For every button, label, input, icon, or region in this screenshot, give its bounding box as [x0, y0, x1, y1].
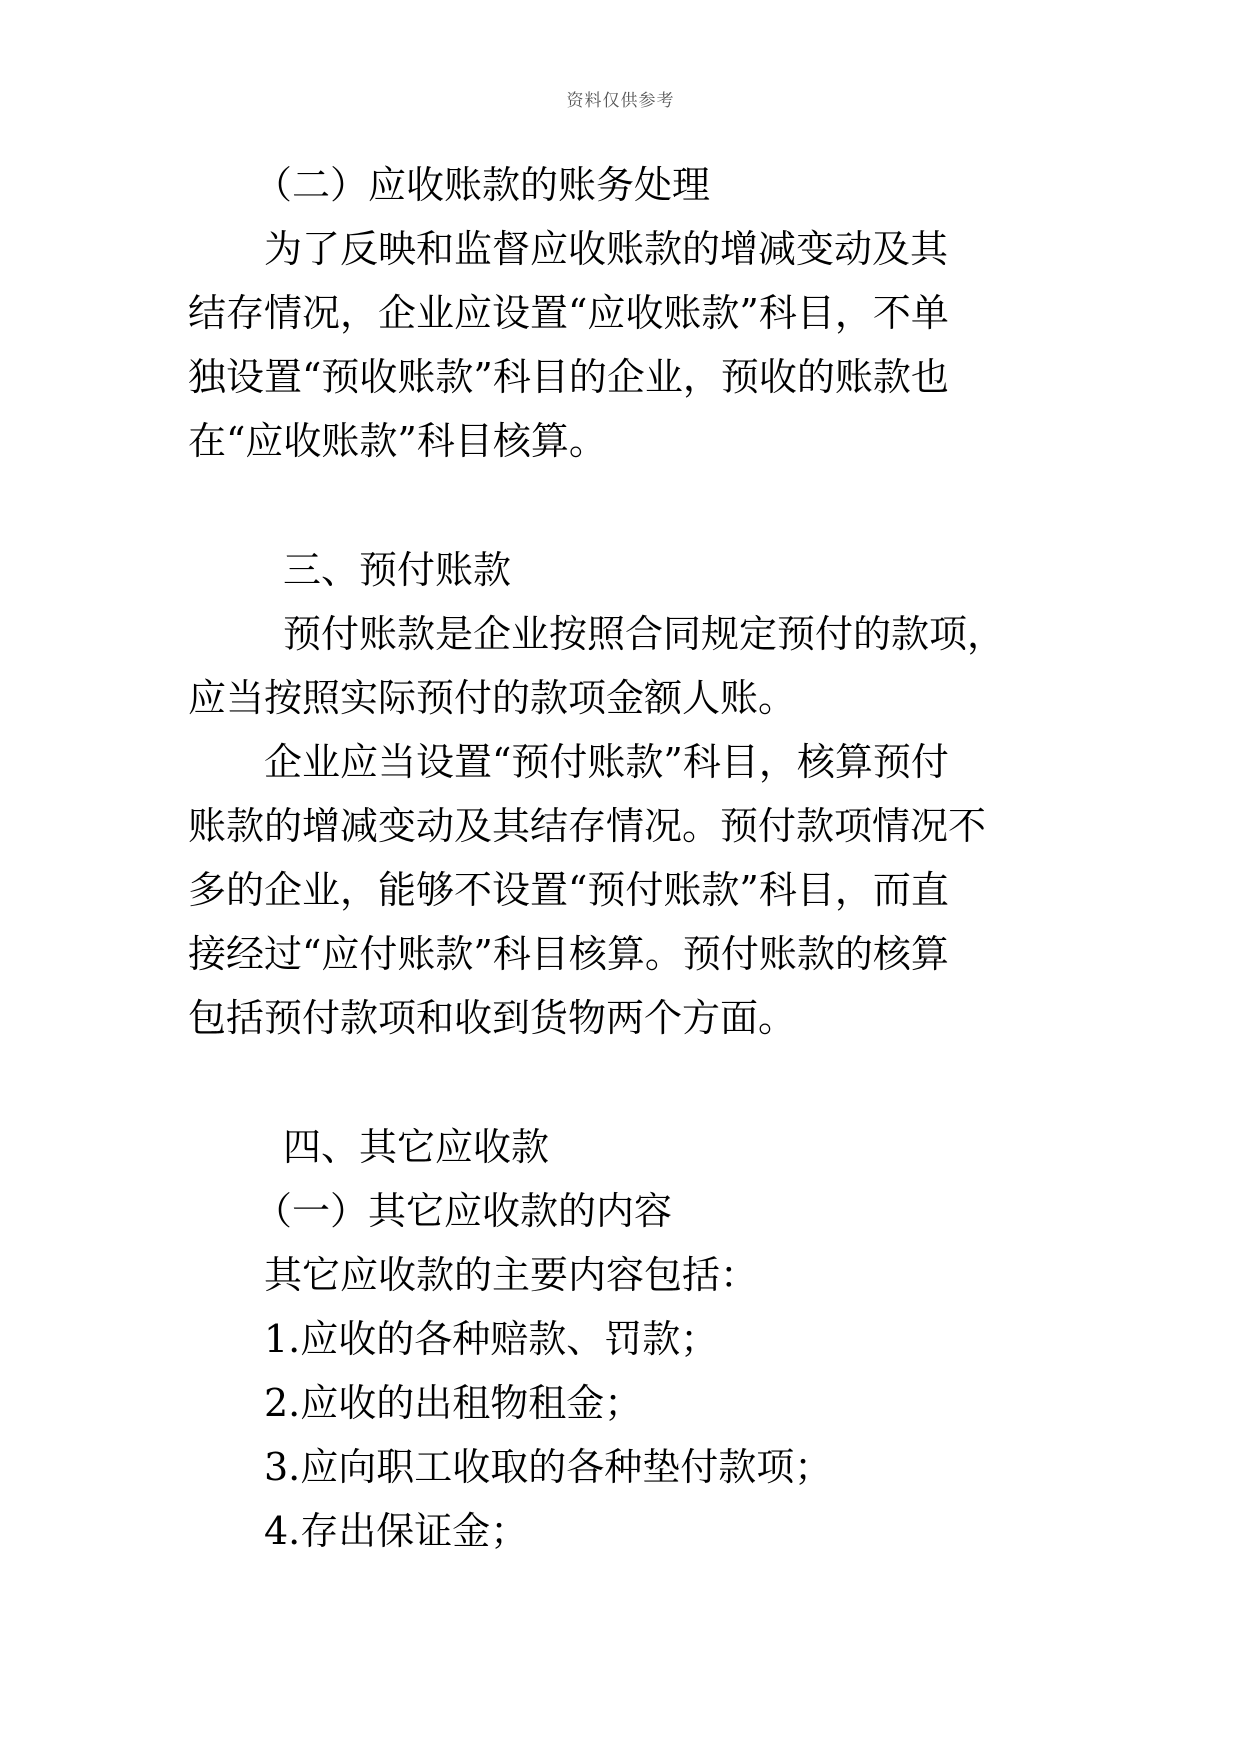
list-item: 4.存出保证金；	[264, 1509, 529, 1553]
subsection-heading-other-receivables-content: （一）其它应收款的内容	[254, 1189, 673, 1233]
section-heading-other-receivables: 四、其它应收款	[283, 1125, 550, 1169]
paragraph-line: 为了反映和监督应收账款的增减变动及其	[264, 227, 949, 271]
paragraph-line: 在“应收账款”科目核算。	[188, 419, 607, 463]
paragraph-line: 多的企业，能够不设置“预付账款”科目，而直	[188, 868, 949, 912]
section-heading-prepayments: 三、预付账款	[283, 548, 512, 592]
paragraph-line: 账款的增减变动及其结存情况。预付款项情况不	[188, 804, 987, 848]
paragraph-line: 应当按照实际预付的款项金额人账。	[188, 676, 797, 720]
list-item: 3.应向职工收取的各种垫付款项；	[264, 1445, 833, 1489]
paragraph-line: 结存情况，企业应设置“应收账款”科目，不单	[188, 291, 949, 335]
paragraph-line: 独设置“预收账款”科目的企业，预收的账款也	[188, 355, 949, 399]
page-header: 资料仅供参考	[566, 91, 675, 111]
section-spacer	[188, 1050, 1058, 1115]
paragraph-line: 接经过“应付账款”科目核算。预付账款的核算	[188, 932, 949, 976]
paragraph-line: 其它应收款的主要内容包括：	[264, 1253, 759, 1297]
section-heading-accounting-treatment: （二）应收账款的账务处理	[254, 163, 711, 207]
list-item: 2.应收的出租物租金；	[264, 1381, 643, 1425]
paragraph-line: 包括预付款项和收到货物两个方面。	[188, 996, 797, 1040]
list-item: 1.应收的各种赔款、罚款；	[264, 1317, 719, 1361]
section-spacer	[188, 473, 1058, 538]
document-body	[188, 153, 1058, 1563]
paragraph-line: 企业应当设置“预付账款”科目，核算预付	[264, 740, 949, 784]
paragraph-line: 预付账款是企业按照合同规定预付的款项，	[283, 612, 1006, 656]
